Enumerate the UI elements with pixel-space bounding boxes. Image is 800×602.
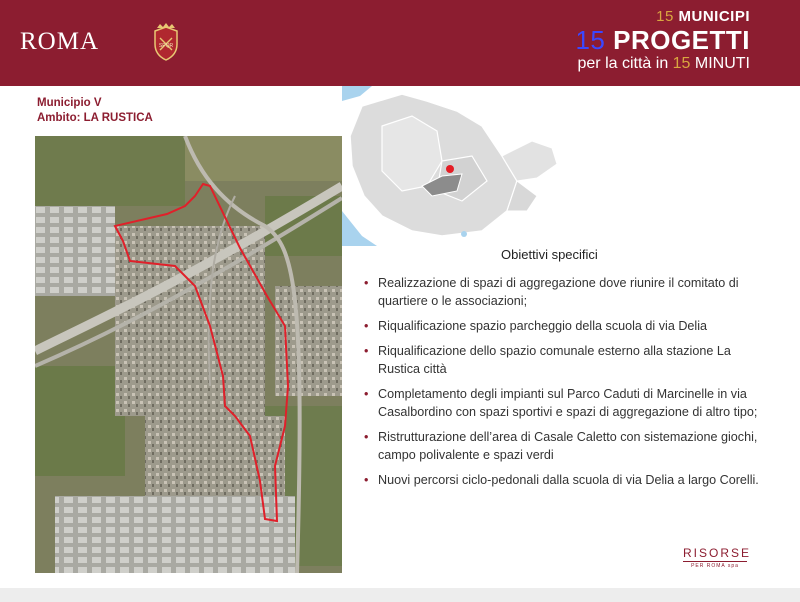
list-item (362, 428, 762, 464)
location-marker (446, 165, 454, 173)
roma-crest-icon (149, 22, 183, 62)
title-number: 15 (575, 25, 606, 55)
objective-text: Completamento degli impianti sul Parco Caduti di Marcinelle in via Casalbordino con spazi sportivi e spazi di aggregazione di altro tipo; (378, 387, 758, 419)
title-word: per la città in (577, 55, 673, 72)
list-item (362, 471, 762, 489)
title-line-1 (575, 8, 750, 26)
bullet-icon: • (364, 344, 369, 358)
municipio-name: Municipio V (37, 97, 102, 109)
ambito-name: Ambito: LA RUSTICA (37, 112, 153, 124)
aerial-map-image (35, 136, 342, 573)
list-item (362, 342, 762, 378)
objective-text: Ristrutturazione dell’area di Casale Caletto con sistemazione giochi, campo polivalente e spazi verdi (378, 430, 758, 462)
objectives-list (362, 274, 762, 496)
title-line-3 (575, 54, 750, 74)
title-word: MUNICIPI (673, 8, 750, 25)
objective-text: Realizzazione di spazi di aggregazione dove riunire il comitato di quartiere o le associazioni; (378, 276, 739, 308)
svg-text:SPQR: SPQR (158, 43, 174, 49)
title-number: 15 (656, 8, 674, 25)
title-word: MINUTI (690, 55, 750, 72)
bullet-icon: • (364, 387, 369, 401)
objective-text: Riqualificazione spazio parcheggio della scuola di via Delia (378, 319, 708, 333)
objective-text: Riqualificazione dello spazio comunale esterno alla stazione La Rustica città (378, 344, 731, 376)
logo-main: RISORSE (683, 546, 752, 560)
logo-divider (683, 561, 747, 562)
title-word: PROGETTI (605, 25, 750, 55)
bullet-icon: • (364, 473, 369, 487)
list-item (362, 317, 762, 335)
header-bar (0, 0, 800, 86)
footer-bar (0, 588, 800, 602)
list-item (362, 385, 762, 421)
logo-sub: PER ROMA spa (691, 563, 739, 569)
brand-title: ROMA (20, 28, 100, 55)
risorse-logo (683, 546, 752, 569)
bullet-icon: • (364, 319, 369, 333)
bullet-icon: • (364, 276, 369, 290)
title-line-2 (575, 26, 750, 54)
list-item (362, 274, 762, 310)
municipio-label (37, 96, 153, 126)
title-block (575, 8, 750, 74)
bullet-icon: • (364, 430, 369, 444)
locator-map-image (342, 86, 562, 246)
objectives-title: Obiettivi specifici (501, 247, 598, 262)
title-number: 15 (672, 55, 691, 72)
objective-text: Nuovi percorsi ciclo-pedonali dalla scuola di via Delia a largo Corelli. (378, 473, 759, 487)
aerial-map (35, 136, 342, 573)
locator-map (342, 86, 562, 246)
